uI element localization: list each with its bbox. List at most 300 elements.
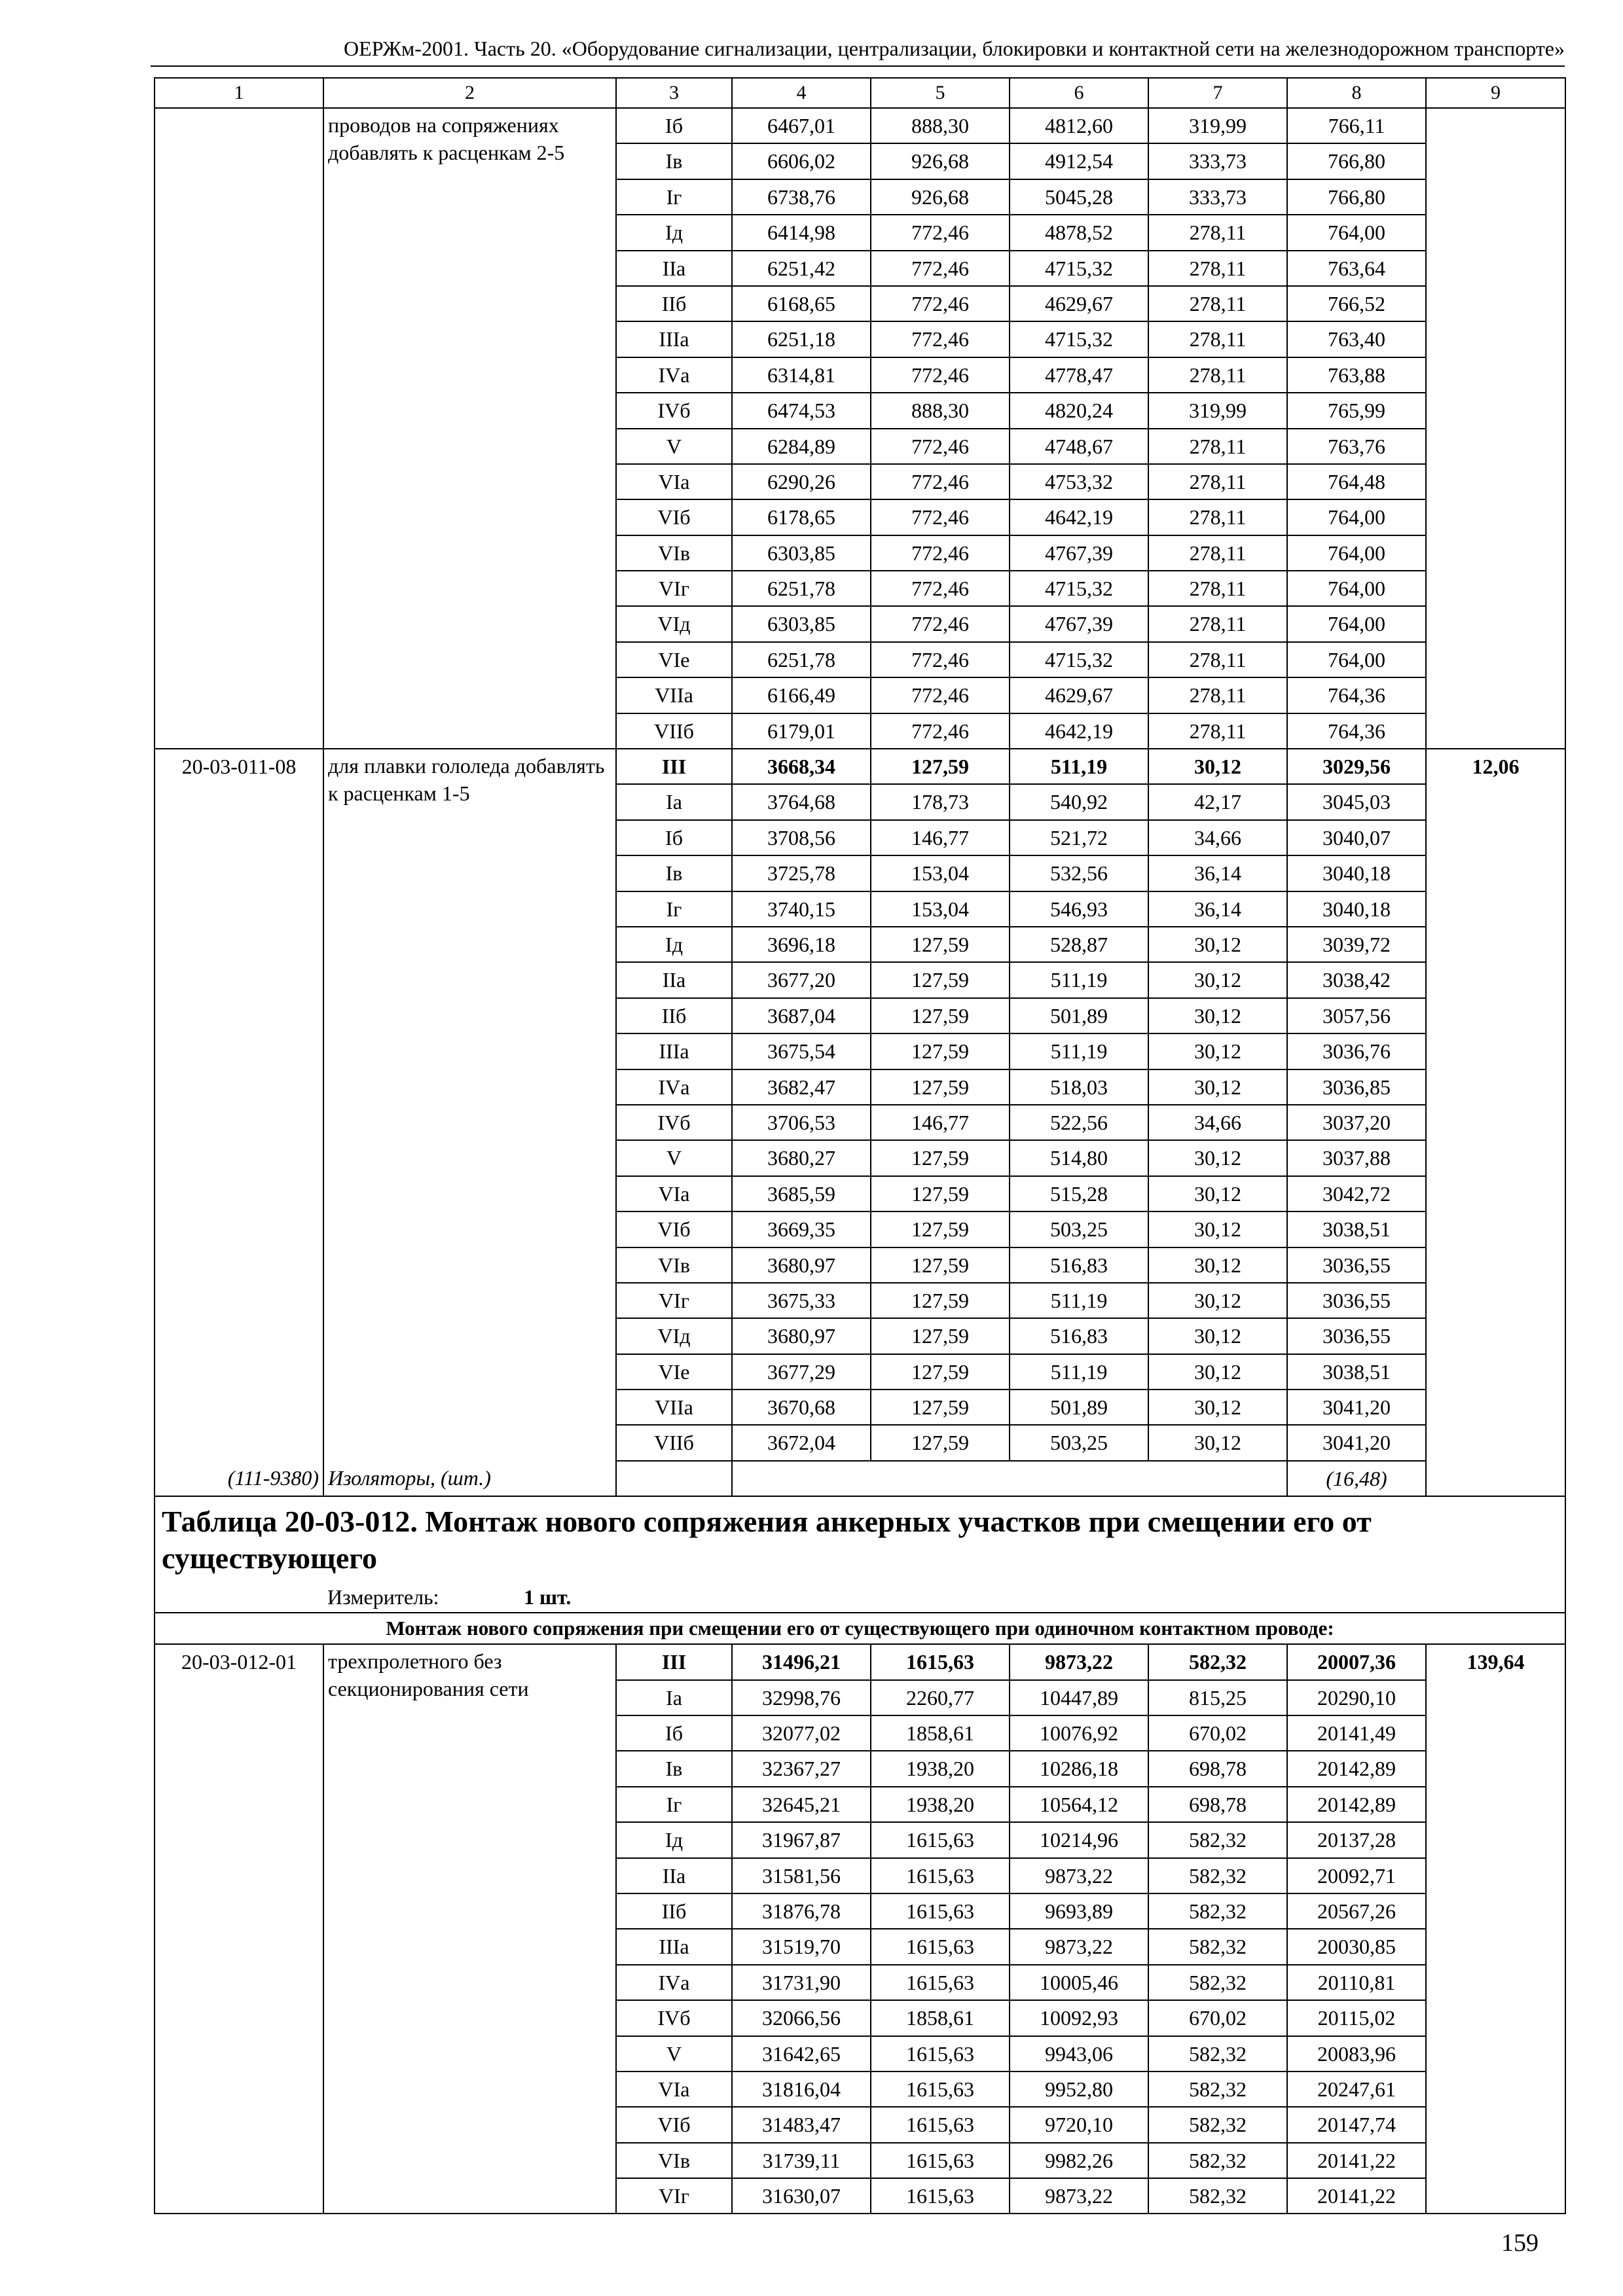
rate-description-cell: для плавки гололеда добавлять к расценкам 1-5 xyxy=(323,749,616,1461)
value-cell: 4715,32 xyxy=(1010,571,1148,606)
rate-code-cell xyxy=(155,251,323,286)
value-cell: 127,59 xyxy=(871,1069,1010,1105)
rate-code-cell xyxy=(155,1822,323,1857)
col9-value-cell xyxy=(1426,1390,1565,1425)
col9-value-cell xyxy=(1426,998,1565,1033)
value-cell: 1858,61 xyxy=(871,2000,1010,2036)
value-cell: 6738,76 xyxy=(732,179,871,215)
value-cell: 3764,68 xyxy=(732,784,871,819)
value-cell: 6168,65 xyxy=(732,286,871,321)
column-number: 6 xyxy=(1010,78,1148,108)
value-cell: 1615,63 xyxy=(871,1893,1010,1929)
value-cell: 698,78 xyxy=(1148,1751,1287,1786)
col9-value-cell xyxy=(1426,1858,1565,1893)
value-cell: 20030,85 xyxy=(1287,1929,1426,1964)
zone-cell: Iд xyxy=(616,1822,732,1857)
zone-cell: IIа xyxy=(616,251,732,286)
col9-value-cell xyxy=(1426,286,1565,321)
value-cell: 20247,61 xyxy=(1287,2072,1426,2107)
column-number-row xyxy=(155,78,1565,108)
value-cell: 278,11 xyxy=(1148,677,1287,713)
zone-cell: Iг xyxy=(616,891,732,927)
table-title: Таблица 20-03-012. Монтаж нового сопряжения анкерных участков при смещении его от существующего xyxy=(155,1496,1565,1582)
value-cell: 546,93 xyxy=(1010,891,1148,927)
value-cell: 31876,78 xyxy=(732,1893,871,1929)
zone-cell: IIб xyxy=(616,998,732,1033)
value-cell: 3677,20 xyxy=(732,962,871,997)
col9-value-cell xyxy=(1426,108,1565,143)
value-cell: 32066,56 xyxy=(732,2000,871,2036)
col9-value-cell xyxy=(1426,1354,1565,1390)
value-cell: 127,59 xyxy=(871,927,1010,962)
value-cell: 4778,47 xyxy=(1010,357,1148,393)
zone-cell: VIв xyxy=(616,2143,732,2178)
col9-value-cell xyxy=(1426,251,1565,286)
value-cell: 3680,97 xyxy=(732,1247,871,1283)
col9-value-cell xyxy=(1426,215,1565,250)
value-cell: 278,11 xyxy=(1148,464,1287,499)
value-cell: 36,14 xyxy=(1148,855,1287,891)
value-cell: 31967,87 xyxy=(732,1822,871,1857)
zone-cell: V xyxy=(616,2036,732,2072)
rate-code-cell xyxy=(155,2178,323,2214)
value-cell: 532,56 xyxy=(1010,855,1148,891)
value-cell: 764,36 xyxy=(1287,677,1426,713)
value-cell: 3708,56 xyxy=(732,820,871,855)
col9-value-cell xyxy=(1426,499,1565,535)
value-cell: 4878,52 xyxy=(1010,215,1148,250)
value-cell: 127,59 xyxy=(871,962,1010,997)
zone-cell: IIб xyxy=(616,286,732,321)
value-cell: 503,25 xyxy=(1010,1425,1148,1460)
rate-code-cell xyxy=(155,2143,323,2178)
empty-cell xyxy=(155,1582,323,1613)
subheading-row xyxy=(155,1613,1565,1644)
value-cell: 278,11 xyxy=(1148,571,1287,606)
zone-cell: VIе xyxy=(616,642,732,677)
value-cell: 6474,53 xyxy=(732,393,871,428)
zone-cell: VIIб xyxy=(616,713,732,749)
value-cell: 772,46 xyxy=(871,535,1010,571)
zone-cell: IVа xyxy=(616,1965,732,2000)
meter-row xyxy=(155,1582,1565,1613)
zone-cell: IIIа xyxy=(616,1033,732,1069)
value-cell: 1615,63 xyxy=(871,2072,1010,2107)
value-cell: 6284,89 xyxy=(732,429,871,464)
value-cell: 127,59 xyxy=(871,1247,1010,1283)
zone-cell: VIг xyxy=(616,1283,732,1318)
value-cell: 528,87 xyxy=(1010,927,1148,962)
value-cell: 772,46 xyxy=(871,429,1010,464)
zone-cell: Iд xyxy=(616,927,732,962)
value-cell: 540,92 xyxy=(1010,784,1148,819)
value-cell: 34,66 xyxy=(1148,820,1287,855)
value-cell: 1615,63 xyxy=(871,1822,1010,1857)
rate-code-cell xyxy=(155,2000,323,2036)
col9-value-cell xyxy=(1426,535,1565,571)
col9-value-cell xyxy=(1426,1715,1565,1751)
col9-value-cell xyxy=(1426,2143,1565,2178)
value-cell: 670,02 xyxy=(1148,1715,1287,1751)
value-cell: 582,32 xyxy=(1148,2107,1287,2142)
rate-code-cell xyxy=(155,1069,323,1105)
value-cell: 3041,20 xyxy=(1287,1390,1426,1425)
value-cell: 2260,77 xyxy=(871,1680,1010,1715)
value-cell: 32077,02 xyxy=(732,1715,871,1751)
value-cell: 278,11 xyxy=(1148,357,1287,393)
col9-value-cell xyxy=(1426,321,1565,357)
zone-cell: Iв xyxy=(616,143,732,179)
col9-value-cell xyxy=(1426,1033,1565,1069)
value-cell: 764,48 xyxy=(1287,464,1426,499)
rate-code-cell xyxy=(155,1211,323,1247)
value-cell: 766,80 xyxy=(1287,143,1426,179)
value-cell: 3039,72 xyxy=(1287,927,1426,962)
value-cell: 4715,32 xyxy=(1010,251,1148,286)
zone-cell: V xyxy=(616,429,732,464)
value-cell: 772,46 xyxy=(871,286,1010,321)
value-cell: 3036,55 xyxy=(1287,1283,1426,1318)
value-cell: 3042,72 xyxy=(1287,1176,1426,1211)
value-cell: 32367,27 xyxy=(732,1751,871,1786)
value-cell: 30,12 xyxy=(1148,1176,1287,1211)
value-cell: 765,99 xyxy=(1287,393,1426,428)
col9-value-cell xyxy=(1426,1787,1565,1822)
value-cell: 3040,07 xyxy=(1287,820,1426,855)
value-cell: 278,11 xyxy=(1148,642,1287,677)
rate-code-cell xyxy=(155,464,323,499)
value-cell: 4753,32 xyxy=(1010,464,1148,499)
value-cell: 34,66 xyxy=(1148,1105,1287,1140)
value-cell: 763,40 xyxy=(1287,321,1426,357)
col9-value-cell xyxy=(1426,642,1565,677)
value-cell: 9952,80 xyxy=(1010,2072,1148,2107)
col9-value-cell xyxy=(1426,820,1565,855)
rate-code-cell xyxy=(155,1680,323,1715)
value-cell: 6251,78 xyxy=(732,571,871,606)
value-cell: 30,12 xyxy=(1148,1318,1287,1354)
value-cell: 511,19 xyxy=(1010,962,1148,997)
value-cell: 30,12 xyxy=(1148,1283,1287,1318)
value-cell: 30,12 xyxy=(1148,1140,1287,1175)
value-cell: 278,11 xyxy=(1148,215,1287,250)
value-cell: 3057,56 xyxy=(1287,998,1426,1033)
value-cell: 6178,65 xyxy=(732,499,871,535)
value-cell: 516,83 xyxy=(1010,1318,1148,1354)
rate-code-cell: 20-03-011-08 xyxy=(155,749,323,784)
value-cell: 31816,04 xyxy=(732,2072,871,2107)
col9-value-cell xyxy=(1426,1893,1565,1929)
value-cell: 127,59 xyxy=(871,1354,1010,1390)
value-cell: 764,00 xyxy=(1287,606,1426,641)
value-cell: 1615,63 xyxy=(871,1965,1010,2000)
rate-description-cell: трехпролетного без секционирования сети xyxy=(323,1644,616,2214)
value-cell: 31731,90 xyxy=(732,1965,871,2000)
value-cell: 31739,11 xyxy=(732,2143,871,2178)
value-cell: 1938,20 xyxy=(871,1751,1010,1786)
col9-value-cell xyxy=(1426,357,1565,393)
value-cell: 6179,01 xyxy=(732,713,871,749)
value-cell: 516,83 xyxy=(1010,1247,1148,1283)
value-cell: 766,52 xyxy=(1287,286,1426,321)
value-cell: 521,72 xyxy=(1010,820,1148,855)
value-cell: 6303,85 xyxy=(732,535,871,571)
value-cell: 30,12 xyxy=(1148,927,1287,962)
value-cell: 36,14 xyxy=(1148,891,1287,927)
subheading: Монтаж нового сопряжения при смещении его от существующего при одиночном контактном проводе: xyxy=(155,1613,1565,1644)
value-cell: 3668,34 xyxy=(732,749,871,784)
value-cell: 3038,51 xyxy=(1287,1354,1426,1390)
column-number: 7 xyxy=(1148,78,1287,108)
rate-code-cell xyxy=(155,784,323,819)
col9-value-cell xyxy=(1426,1965,1565,2000)
rate-code-cell xyxy=(155,1858,323,1893)
col9-value-cell xyxy=(1426,1247,1565,1283)
zone-cell: VIг xyxy=(616,2178,732,2214)
value-cell: 582,32 xyxy=(1148,1893,1287,1929)
value-cell: 30,12 xyxy=(1148,1247,1287,1283)
col9-value-cell xyxy=(1426,784,1565,819)
col9-value-cell xyxy=(1426,1751,1565,1786)
value-cell: 30,12 xyxy=(1148,962,1287,997)
zone-cell: VIб xyxy=(616,2107,732,2142)
value-cell: 20142,89 xyxy=(1287,1787,1426,1822)
value-cell: 127,59 xyxy=(871,998,1010,1033)
col9-value-cell xyxy=(1426,1822,1565,1857)
value-cell: 10076,92 xyxy=(1010,1715,1148,1751)
value-cell: 6251,78 xyxy=(732,642,871,677)
value-cell: 763,64 xyxy=(1287,251,1426,286)
value-cell: 763,76 xyxy=(1287,429,1426,464)
value-cell: 4642,19 xyxy=(1010,713,1148,749)
material-code-cell: (111-9380) xyxy=(155,1461,323,1496)
value-cell: 3687,04 xyxy=(732,998,871,1033)
col9-value-cell xyxy=(1426,713,1565,749)
material-qty-cell: (16,48) xyxy=(1287,1461,1426,1496)
value-cell: 9873,22 xyxy=(1010,2178,1148,2214)
value-cell: 10286,18 xyxy=(1010,1751,1148,1786)
value-cell: 32645,21 xyxy=(732,1787,871,1822)
value-cell: 31496,21 xyxy=(732,1644,871,1679)
value-cell: 3036,55 xyxy=(1287,1247,1426,1283)
value-cell: 764,00 xyxy=(1287,642,1426,677)
value-cell: 319,99 xyxy=(1148,393,1287,428)
col9-value-cell xyxy=(1426,429,1565,464)
value-cell: 518,03 xyxy=(1010,1069,1148,1105)
table-body xyxy=(155,78,1565,2214)
rate-code-cell xyxy=(155,1751,323,1786)
value-cell: 30,12 xyxy=(1148,1354,1287,1390)
value-cell: 1615,63 xyxy=(871,1644,1010,1679)
col9-value-cell xyxy=(1426,1105,1565,1140)
value-cell: 766,80 xyxy=(1287,179,1426,215)
value-cell: 9720,10 xyxy=(1010,2107,1148,2142)
col9-value-cell xyxy=(1426,2036,1565,2072)
value-cell: 1938,20 xyxy=(871,1787,1010,1822)
value-cell: 278,11 xyxy=(1148,606,1287,641)
value-cell: 6314,81 xyxy=(732,357,871,393)
page-number: 159 xyxy=(1501,2229,1539,2257)
value-cell: 31483,47 xyxy=(732,2107,871,2142)
value-cell: 764,36 xyxy=(1287,713,1426,749)
rate-code-cell xyxy=(155,998,323,1033)
value-cell: 127,59 xyxy=(871,1425,1010,1460)
zone-cell: IVб xyxy=(616,2000,732,2036)
value-cell: 4715,32 xyxy=(1010,321,1148,357)
value-cell: 20007,36 xyxy=(1287,1644,1426,1679)
value-cell: 772,46 xyxy=(871,677,1010,713)
value-cell: 3036,85 xyxy=(1287,1069,1426,1105)
value-cell: 278,11 xyxy=(1148,713,1287,749)
value-cell: 30,12 xyxy=(1148,998,1287,1033)
value-cell: 503,25 xyxy=(1010,1211,1148,1247)
value-cell: 4912,54 xyxy=(1010,143,1148,179)
column-number: 5 xyxy=(871,78,1010,108)
col9-value-cell: 139,64 xyxy=(1426,1644,1565,1679)
rate-code-cell xyxy=(155,1140,323,1175)
value-cell: 20083,96 xyxy=(1287,2036,1426,2072)
value-cell: 3740,15 xyxy=(732,891,871,927)
value-cell: 1615,63 xyxy=(871,2036,1010,2072)
value-cell: 153,04 xyxy=(871,891,1010,927)
rate-code-cell xyxy=(155,499,323,535)
rate-code-cell xyxy=(155,642,323,677)
value-cell: 926,68 xyxy=(871,179,1010,215)
value-cell: 10564,12 xyxy=(1010,1787,1148,1822)
value-cell: 3677,29 xyxy=(732,1354,871,1390)
value-cell: 772,46 xyxy=(871,606,1010,641)
value-cell: 772,46 xyxy=(871,571,1010,606)
rate-code-cell xyxy=(155,1390,323,1425)
value-cell: 3670,68 xyxy=(732,1390,871,1425)
value-cell: 582,32 xyxy=(1148,2178,1287,2214)
value-cell: 522,56 xyxy=(1010,1105,1148,1140)
value-cell: 3685,59 xyxy=(732,1176,871,1211)
col9-value-cell xyxy=(1426,962,1565,997)
table-row xyxy=(155,108,1565,143)
zone-cell: Iд xyxy=(616,215,732,250)
col9-value-cell: 12,06 xyxy=(1426,749,1565,784)
value-cell: 127,59 xyxy=(871,1176,1010,1211)
value-cell: 582,32 xyxy=(1148,1929,1287,1964)
value-cell: 3037,88 xyxy=(1287,1140,1426,1175)
value-cell: 1615,63 xyxy=(871,2143,1010,2178)
value-cell: 146,77 xyxy=(871,820,1010,855)
value-cell: 6414,98 xyxy=(732,215,871,250)
rate-code-cell xyxy=(155,1425,323,1460)
value-cell: 1615,63 xyxy=(871,2178,1010,2214)
value-cell: 20141,22 xyxy=(1287,2143,1426,2178)
rate-code-cell xyxy=(155,1787,323,1822)
zone-cell: VIв xyxy=(616,535,732,571)
value-cell: 127,59 xyxy=(871,1283,1010,1318)
value-cell: 582,32 xyxy=(1148,2036,1287,2072)
col9-value-cell xyxy=(1426,1140,1565,1175)
col9-value-cell xyxy=(1426,606,1565,641)
col9-value-cell xyxy=(1426,2178,1565,2214)
value-cell: 3669,35 xyxy=(732,1211,871,1247)
value-cell: 9873,22 xyxy=(1010,1858,1148,1893)
column-number: 8 xyxy=(1287,78,1426,108)
zone-cell: VIб xyxy=(616,499,732,535)
value-cell: 278,11 xyxy=(1148,429,1287,464)
zone-cell: Iб xyxy=(616,108,732,143)
value-cell: 20115,02 xyxy=(1287,2000,1426,2036)
value-cell: 3038,51 xyxy=(1287,1211,1426,1247)
value-cell: 31519,70 xyxy=(732,1929,871,1964)
value-cell: 10005,46 xyxy=(1010,1965,1148,2000)
rate-code-cell xyxy=(155,393,323,428)
value-cell: 30,12 xyxy=(1148,1069,1287,1105)
rate-code-cell xyxy=(155,927,323,962)
col9-value-cell xyxy=(1426,1929,1565,1964)
col9-value-cell xyxy=(1426,1680,1565,1715)
rate-code-cell xyxy=(155,1247,323,1283)
value-cell: 4812,60 xyxy=(1010,108,1148,143)
rate-code-cell xyxy=(155,1893,323,1929)
col9-value-cell xyxy=(1426,179,1565,215)
value-cell: 319,99 xyxy=(1148,108,1287,143)
rate-code-cell xyxy=(155,215,323,250)
value-cell: 333,73 xyxy=(1148,179,1287,215)
value-cell: 511,19 xyxy=(1010,1033,1148,1069)
rate-code-cell xyxy=(155,2107,323,2142)
value-cell: 3680,97 xyxy=(732,1318,871,1354)
value-cell: 1858,61 xyxy=(871,1715,1010,1751)
column-number: 2 xyxy=(323,78,616,108)
zone-cell: VIд xyxy=(616,606,732,641)
col9-value-cell xyxy=(1426,464,1565,499)
rate-code-cell xyxy=(155,321,323,357)
zone-cell: VIд xyxy=(616,1318,732,1354)
value-cell: 3725,78 xyxy=(732,855,871,891)
zone-cell: IVб xyxy=(616,1105,732,1140)
zone-cell: IIа xyxy=(616,1858,732,1893)
rate-code-cell xyxy=(155,2072,323,2107)
rate-code-cell xyxy=(155,108,323,143)
value-cell: 3675,33 xyxy=(732,1283,871,1318)
zone-cell: IIа xyxy=(616,962,732,997)
rate-code-cell xyxy=(155,855,323,891)
rate-code-cell xyxy=(155,962,323,997)
value-cell: 20141,22 xyxy=(1287,2178,1426,2214)
value-cell: 146,77 xyxy=(871,1105,1010,1140)
rate-code-cell xyxy=(155,429,323,464)
rate-code-cell xyxy=(155,571,323,606)
zone-cell: IVа xyxy=(616,1069,732,1105)
value-cell: 3040,18 xyxy=(1287,855,1426,891)
value-cell: 20092,71 xyxy=(1287,1858,1426,1893)
zone-cell: VIг xyxy=(616,571,732,606)
value-cell: 6606,02 xyxy=(732,143,871,179)
table-row xyxy=(155,749,1565,784)
value-cell: 3706,53 xyxy=(732,1105,871,1140)
empty-cell xyxy=(1426,1461,1565,1496)
value-cell: 3036,76 xyxy=(1287,1033,1426,1069)
value-cell: 4629,67 xyxy=(1010,677,1148,713)
zone-cell: Iб xyxy=(616,820,732,855)
col9-value-cell xyxy=(1426,1318,1565,1354)
column-number: 4 xyxy=(732,78,871,108)
value-cell: 3696,18 xyxy=(732,927,871,962)
value-cell: 3045,03 xyxy=(1287,784,1426,819)
value-cell: 1615,63 xyxy=(871,1858,1010,1893)
column-number: 1 xyxy=(155,78,323,108)
col9-value-cell xyxy=(1426,393,1565,428)
table-title-row xyxy=(155,1496,1565,1582)
col9-value-cell xyxy=(1426,891,1565,927)
value-cell: 20141,49 xyxy=(1287,1715,1426,1751)
